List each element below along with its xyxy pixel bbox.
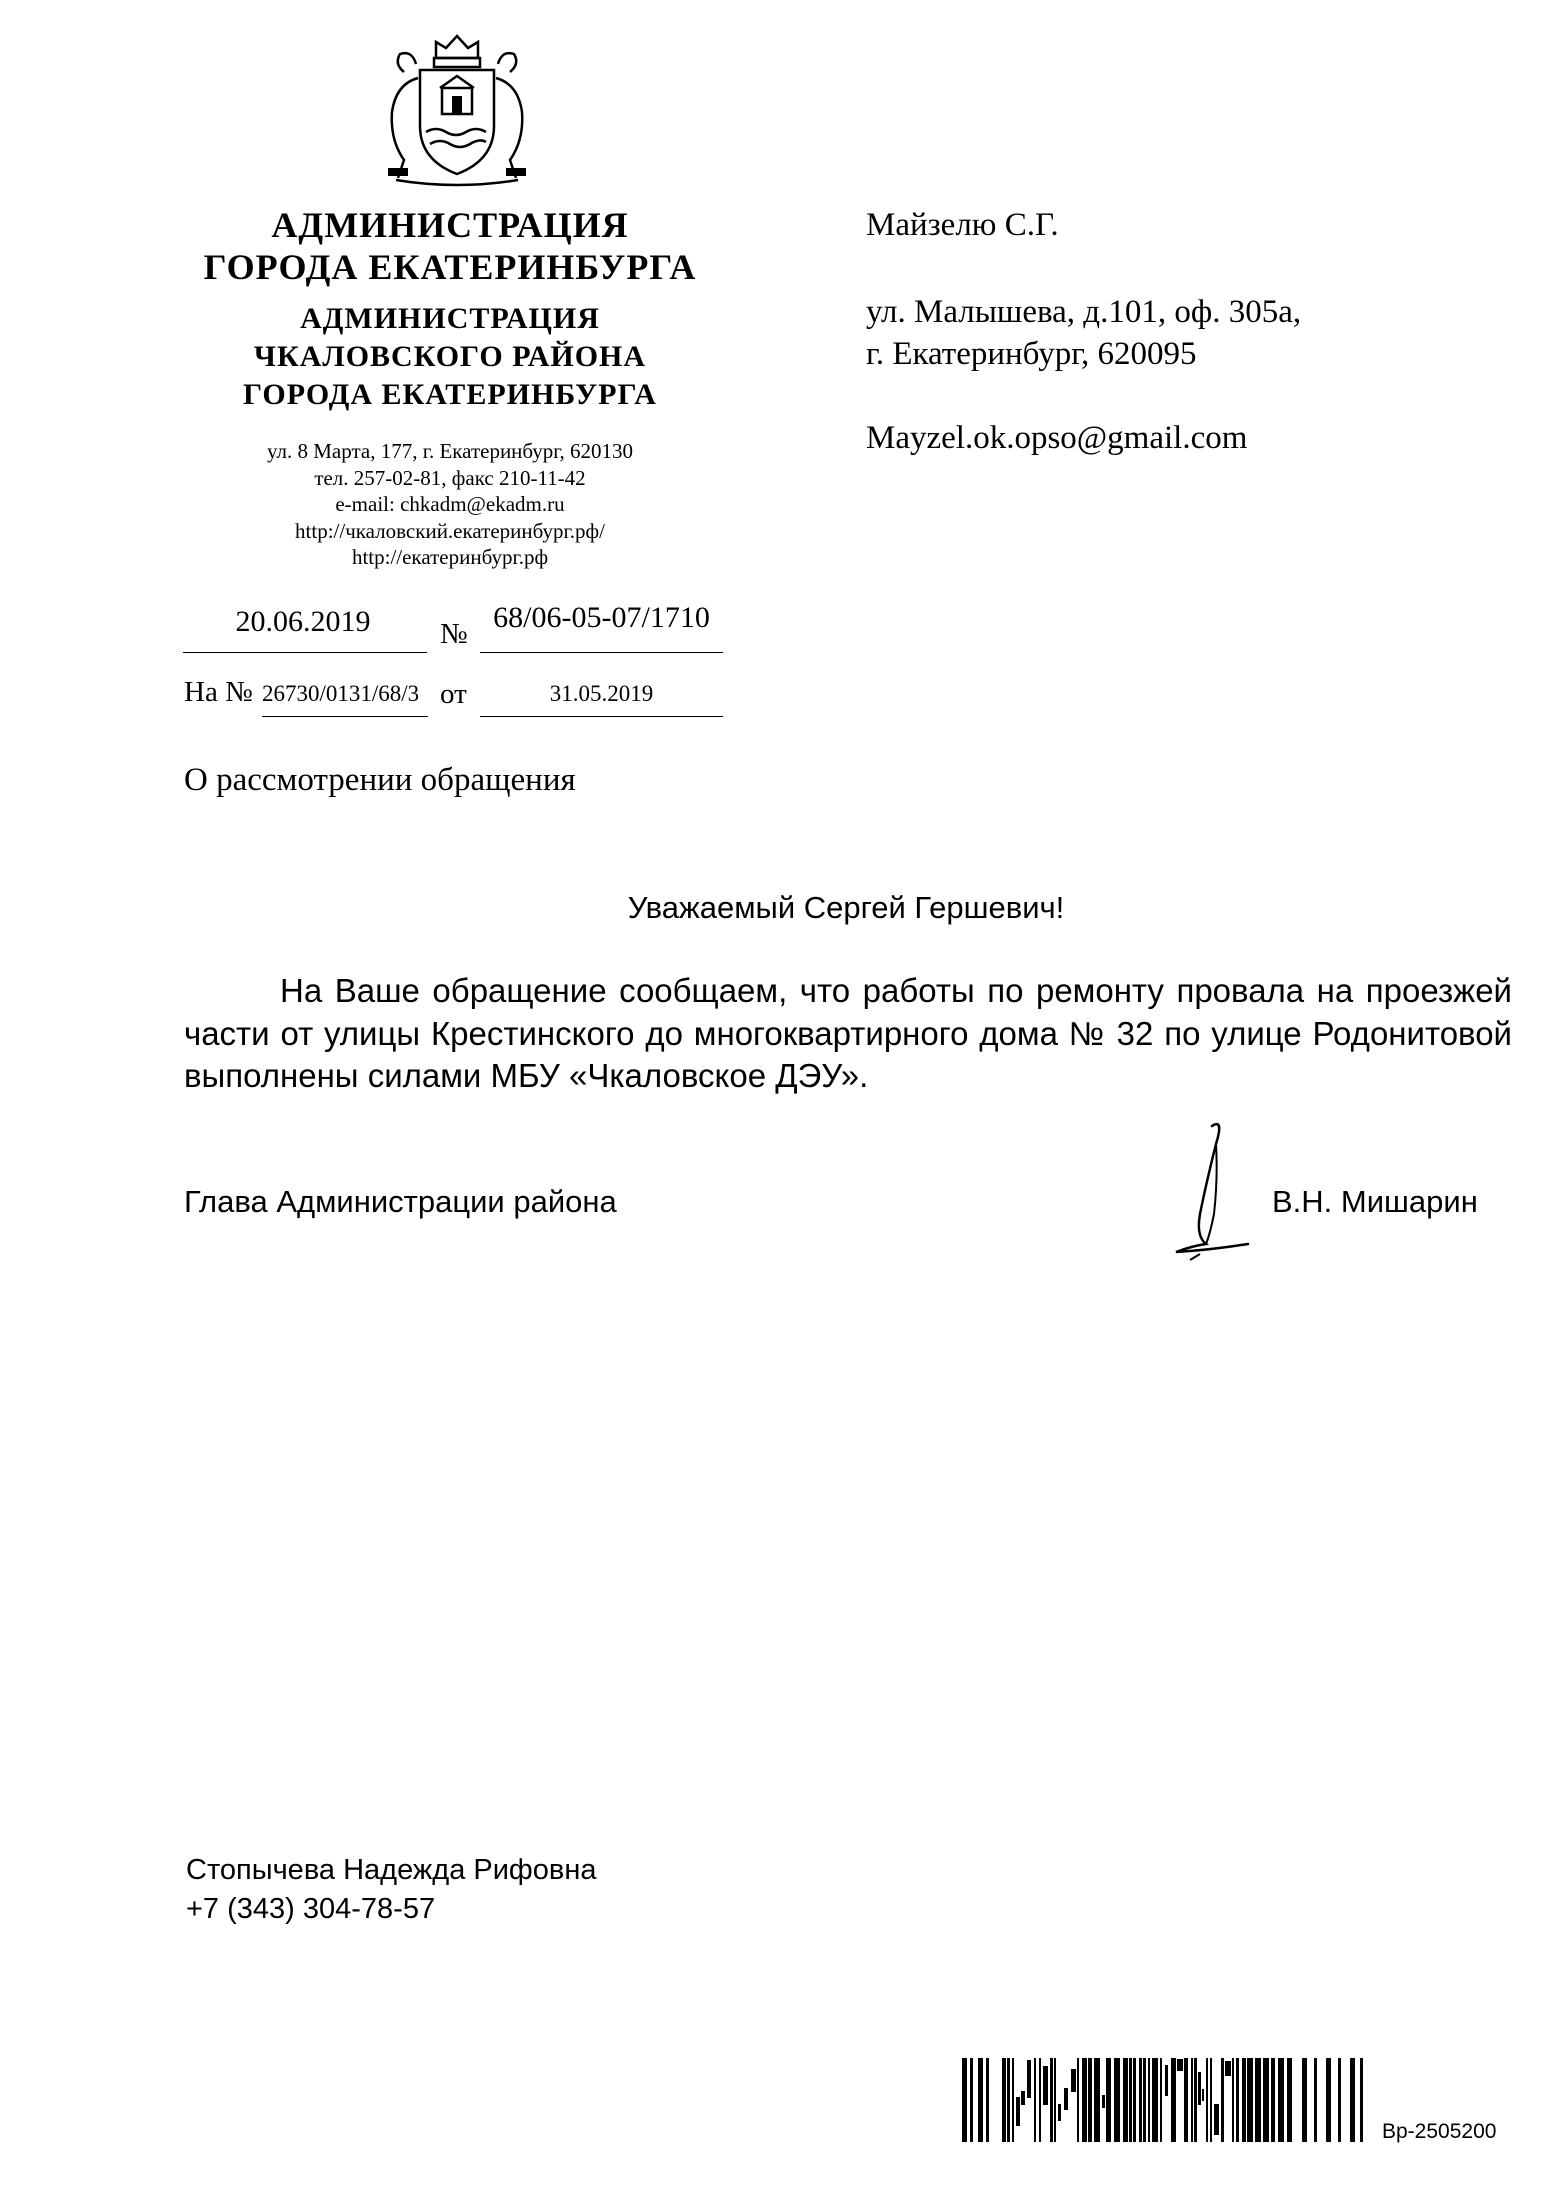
coat-of-arms-emblem — [378, 28, 536, 190]
outgoing-number: 68/06-05-07/1710 — [493, 601, 710, 634]
recipient-street: ул. Малышева, д.101, оф. 305а, — [866, 294, 1302, 330]
greeting: Уважаемый Сергей Гершевич! — [627, 890, 1065, 925]
letter-subject: О рассмотрении обращения — [184, 762, 576, 798]
district-admin-title-line3: ГОРОДА ЕКАТЕРИНБУРГА — [243, 378, 657, 411]
recipient-name: Майзелю С.Г. — [866, 207, 1059, 243]
district-admin-title-line2: ЧКАЛОВСКОГО РАЙОНА — [253, 340, 647, 373]
issuer-phone: тел. 257-02-81, факс 210-11-42 — [314, 465, 586, 490]
reference-date: 31.05.2019 — [549, 681, 654, 706]
reference-label: На № — [184, 676, 253, 708]
issuer-email: e-mail: chkadm@ekadm.ru — [335, 492, 565, 516]
city-admin-title-line2: ГОРОДА ЕКАТЕРИНБУРГА — [203, 247, 697, 287]
letter-body: На Ваше обращение сообщаем, что работы по ремонту провала на проезжей части от улицы Крестинского до многоквартирного дома № 32 по улице Родонитовой выполнены силами МБУ «Чкаловское ДЭУ». — [184, 972, 1512, 1094]
issuer-address: ул. 8 Марта, 177, г. Екатеринбург, 620130 — [266, 439, 634, 463]
city-admin-title-line1: АДМИНИСТРАЦИЯ — [271, 205, 629, 245]
signatory-name: В.Н. Мишарин — [1272, 1184, 1478, 1219]
recipient-email: Mayzel.ok.opso@gmail.com — [866, 420, 1248, 456]
outgoing-date-field — [183, 600, 427, 653]
handwritten-signature — [1170, 1118, 1260, 1268]
document-barcode — [962, 2058, 1370, 2142]
reference-number-field — [262, 674, 428, 717]
district-admin-title-line1: АДМИНИСТРАЦИЯ — [300, 302, 600, 335]
signatory-position: Глава Администрации района — [184, 1184, 617, 1219]
reference-date-field — [480, 674, 723, 717]
outgoing-date: 20.06.2019 — [235, 605, 371, 638]
issuer-contacts — [150, 438, 750, 571]
issuer-website-district: http://чкаловский.екатеринбург.рф/ — [295, 518, 605, 543]
recipient-city: г. Екатеринбург, 620095 — [866, 336, 1197, 372]
reference-number: 26730/0131/68/3 — [262, 681, 420, 706]
from-label: от — [440, 678, 467, 710]
executor-phone: +7 (343) 304-78-57 — [186, 1893, 436, 1925]
barcode-code: Вр-2505200 — [1382, 2120, 1497, 2143]
number-label: № — [440, 618, 468, 650]
issuer-website-city: http://екатеринбург.рф — [351, 545, 549, 569]
outgoing-number-field — [480, 600, 723, 653]
executor-name: Стопычева Надежда Рифовна — [186, 1854, 597, 1886]
